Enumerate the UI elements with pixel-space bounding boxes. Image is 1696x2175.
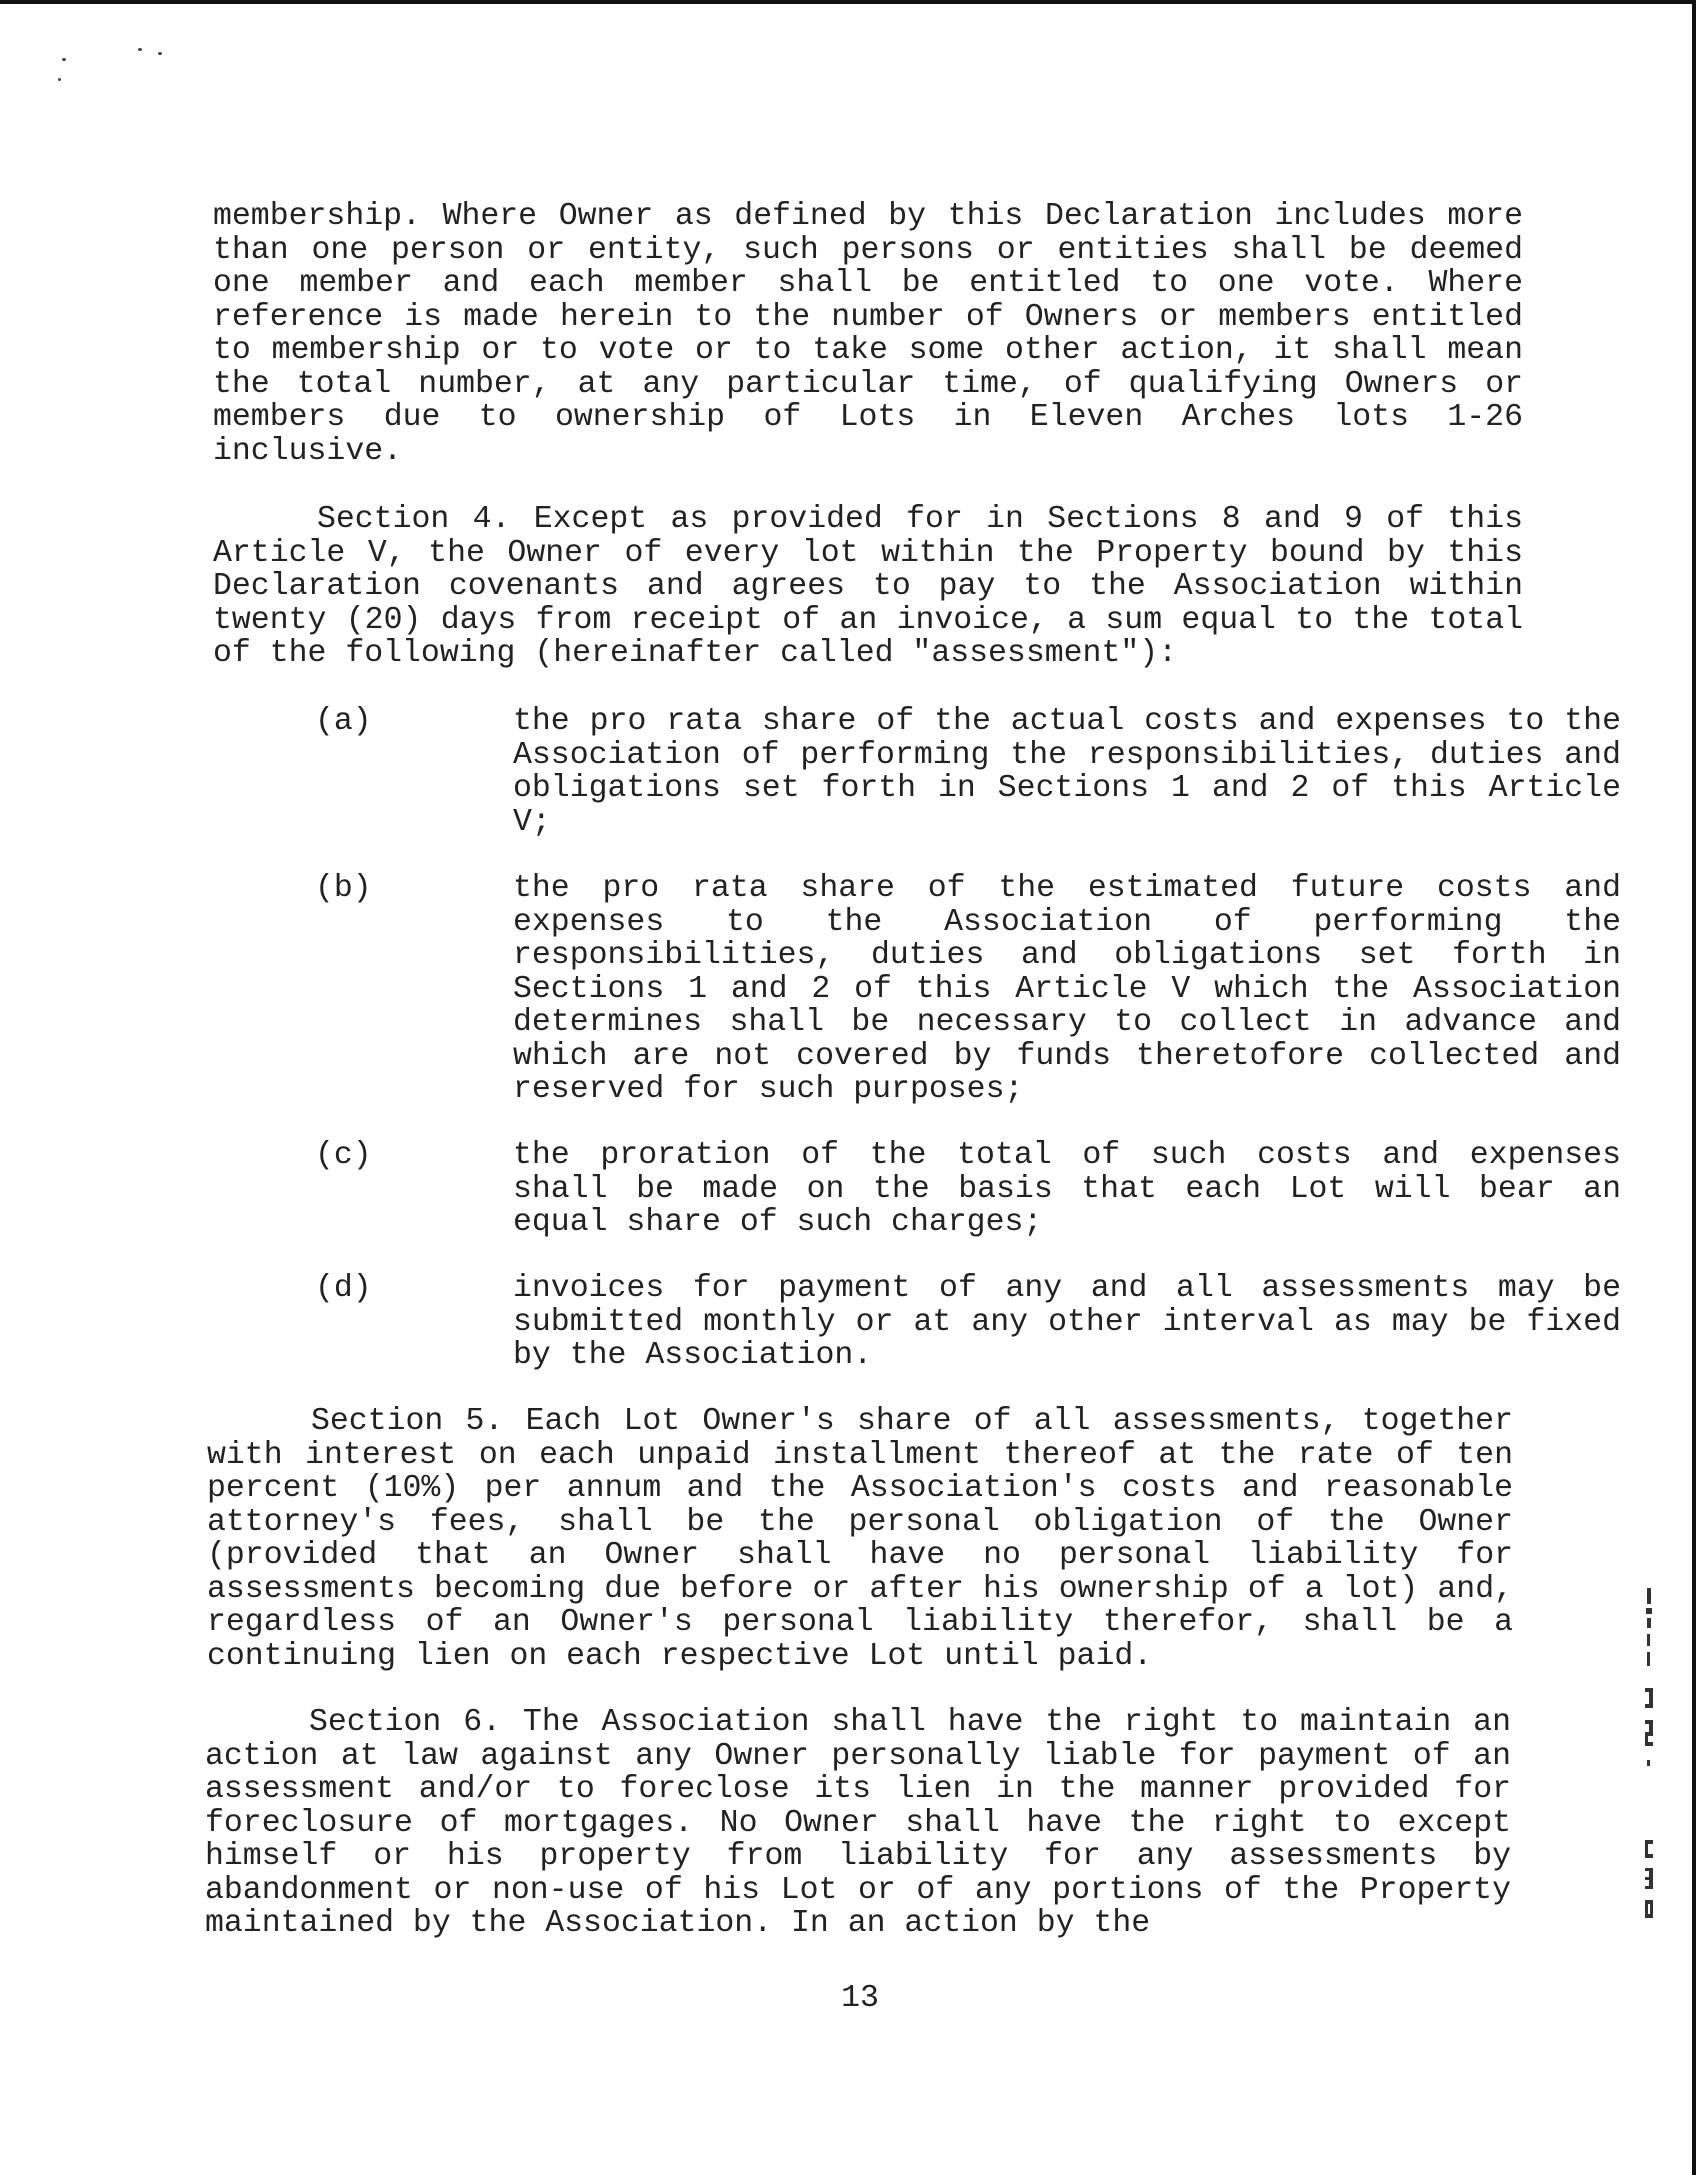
scan-speck: [62, 58, 66, 61]
section-4-text: Section 4. Except as provided for in Sections 8 and 9 of this Article V, the Owner of every lot within the Property bound by this Declaration covenants and agrees to pay to the Association within twenty (20) days from receipt of an invoice, a sum equal to the total of the following (hereinafter called "assessment"):: [213, 502, 1523, 671]
list-item-text: the pro rata share of the estimated future costs and expenses to the Association of performing the responsibilities, duties and obligations set forth in Sections 1 and 2 of this Article V which the Association determines shall be necessary to collect in advance and which are not covered by funds theretofore collected and reserved for such purposes;: [513, 871, 1621, 1107]
scan-speck: [158, 52, 162, 55]
section-5-paragraph: [207, 1405, 1513, 1673]
scan-border-right: [1692, 0, 1696, 2175]
scan-border-top: [0, 0, 1696, 4]
page-number: 13: [841, 1981, 879, 2016]
list-item-label: (b): [315, 871, 372, 906]
list-item-label: (a): [315, 704, 372, 739]
scan-speck: [138, 48, 142, 51]
list-item-text: the pro rata share of the actual costs and expenses to the Association of performing the responsibilities, duties and obligations set forth in Sections 1 and 2 of this Article V;: [513, 704, 1621, 840]
intro-paragraph: membership. Where Owner as defined by this Declaration includes more than one person or entity, such persons or entities shall be deemed one member and each member shall be entitled to one vote. Where reference is made herein to the number of Owners or members entitled to membership or to vote or to take some other action, it shall mean the total number, at any particular time, of qualifying Owners or members due to ownership of Lots in Eleven Arches lots 1-26 inclusive.: [213, 199, 1523, 469]
list-item-text: the proration of the total of such costs and expenses shall be made on the basis that each Lot will bear an equal share of such charges;: [513, 1138, 1621, 1240]
list-item-text: invoices for payment of any and all assessments may be submitted monthly or at any other interval as may be fixed by the Association.: [513, 1271, 1621, 1373]
scan-speck: [58, 78, 61, 81]
list-item-label: (c): [315, 1138, 372, 1173]
section-5-text: Section 5. Each Lot Owner's share of all assessments, together with interest on each unpaid installment thereof at the rate of ten percent (10%) per annum and the Association's costs and reasonable attorney's fees, shall be the personal obligation of the Owner (provided that an Owner shall have no personal liability for assessments becoming due before or after his ownership of a lot) and, regardless of an Owner's personal liability therefor, shall be a continuing lien on each respective Lot until paid.: [207, 1404, 1513, 1674]
section-6-text: Section 6. The Association shall have the right to maintain an action at law against any Owner personally liable for payment of an assessment and/or to foreclose its lien in the manner provided for foreclosure of mortgages. No Owner shall have the right to except himself or his property from liability for any assessments by abandonment or non-use of his Lot or of any portions of the Property maintained by the Association. In an action by the: [205, 1705, 1511, 1941]
margin-stamp-mark: [1635, 1580, 1665, 1940]
section-6-paragraph: [205, 1706, 1511, 1941]
section-4-paragraph: [213, 503, 1523, 671]
list-item-label: (d): [315, 1271, 372, 1306]
